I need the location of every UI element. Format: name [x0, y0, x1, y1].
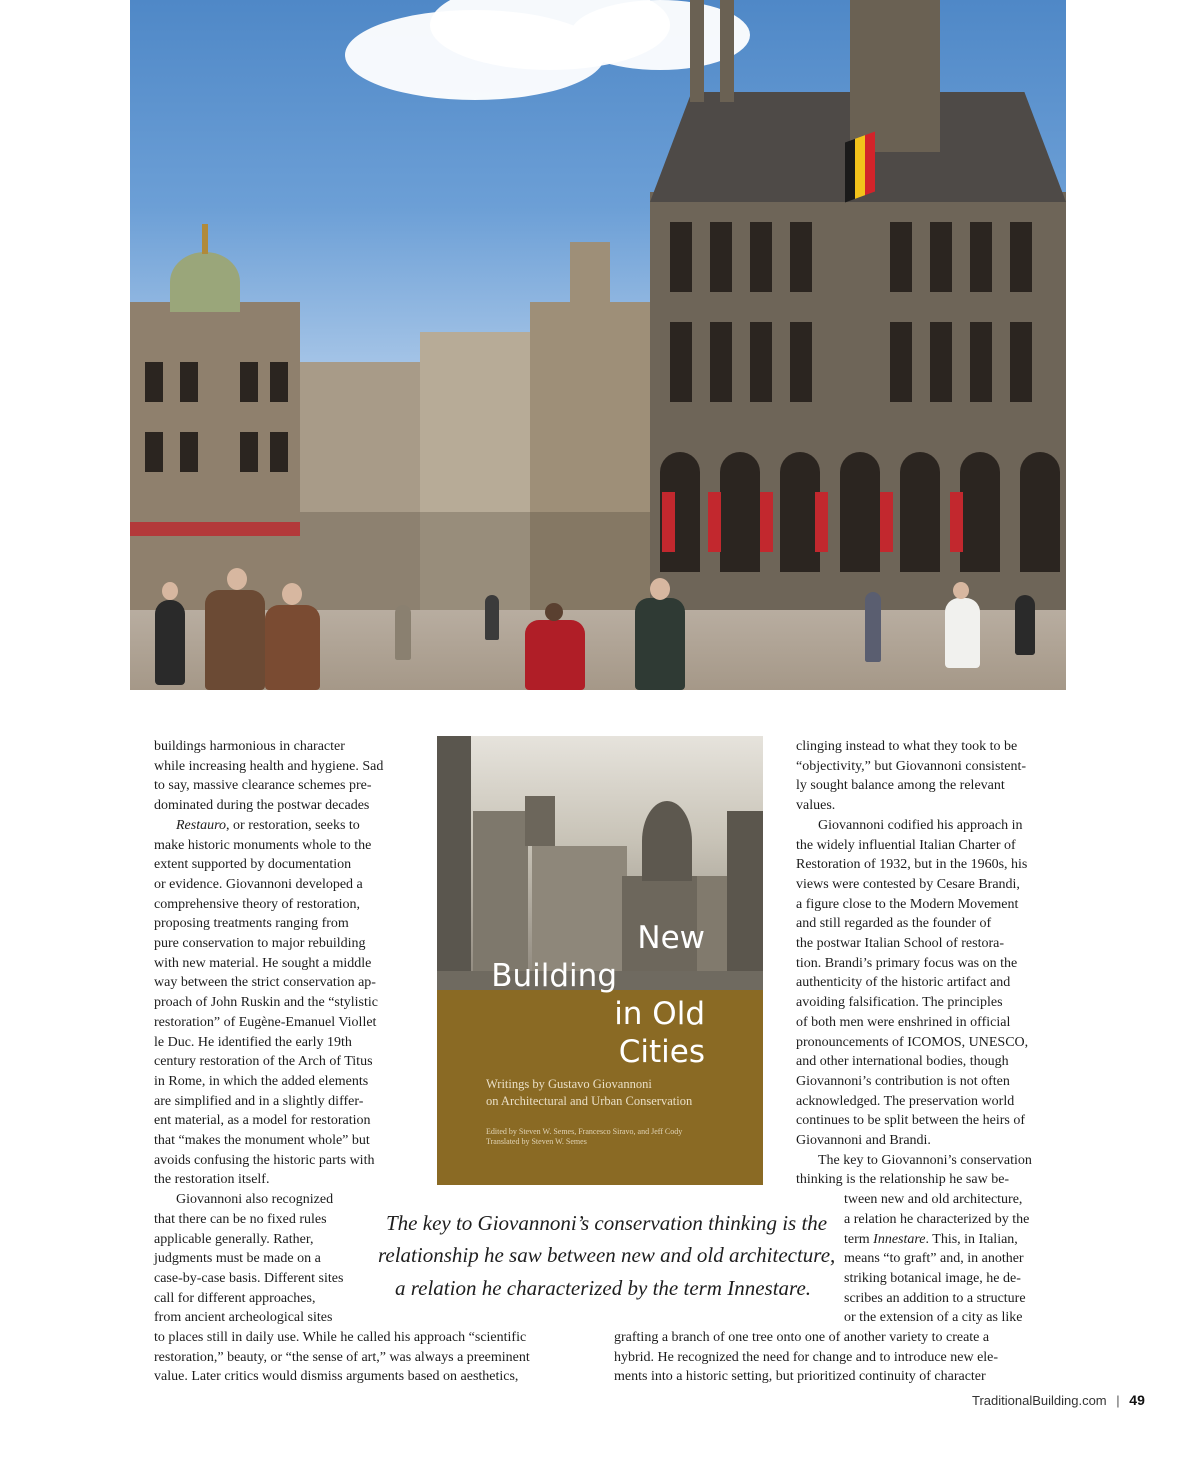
body-line: while increasing health and hygiene. Sad	[154, 758, 384, 774]
person	[635, 598, 685, 690]
body-line: thinking is the relationship he saw be-	[796, 1172, 1010, 1188]
body-line: means “to graft” and, in another	[844, 1251, 1024, 1267]
body-line: buildings harmonious in character	[154, 739, 345, 754]
person	[155, 600, 185, 685]
body-line: restoration,” beauty, or “the sense of art,” was always a preeminent	[154, 1349, 530, 1365]
body-line: avoiding falsification. The principles	[796, 995, 1003, 1011]
body-line: Giovannoni and Brandi.	[796, 1133, 931, 1148]
person-head	[162, 582, 178, 600]
person-head	[545, 603, 563, 621]
body-line: hybrid. He recognized the need for change and to introduce new ele-	[614, 1349, 999, 1365]
body-line: in Rome, in which the added elements	[154, 1073, 369, 1089]
book-credits-line: Translated by Steven W. Semes	[486, 1137, 587, 1146]
body-line: proach of John Ruskin and the “stylistic	[154, 995, 378, 1011]
red-banner	[880, 492, 893, 552]
body-line: that “makes the monument whole” but	[154, 1133, 370, 1148]
body-line: Giovannoni’s contribution is not often	[796, 1073, 1010, 1089]
person	[265, 605, 320, 690]
book-subtitle	[486, 1076, 746, 1110]
body-line: grafting a branch of one tree onto one of another variety to create a	[614, 1330, 990, 1345]
body-line: Giovannoni codified his approach in	[818, 817, 1023, 833]
body-line: continues to be split between the heirs of	[796, 1113, 1025, 1129]
body-line: avoids confusing the historic parts with	[154, 1152, 375, 1168]
body-line: term Innestare. This, in Italian,	[844, 1231, 1018, 1247]
red-banner	[708, 492, 721, 552]
body-line: to say, massive clearance schemes pre-	[154, 778, 372, 794]
body-line: ent material, as a model for restoration	[154, 1113, 371, 1129]
body-line: with new material. He sought a middle	[154, 955, 372, 971]
body-line: acknowledged. The preservation world	[796, 1093, 1015, 1109]
body-line: ments into a historic setting, but prioritized continuity of character	[614, 1369, 986, 1385]
person-head	[650, 578, 670, 600]
body-line: way between the strict conservation ap-	[154, 975, 376, 991]
body-line: or the extension of a city as like	[844, 1310, 1023, 1326]
body-line: views were contested by Cesare Brandi,	[796, 876, 1020, 892]
body-line: that there can be no fixed rules	[154, 1211, 327, 1227]
innestare-term: Innestare	[873, 1231, 926, 1247]
red-banner	[950, 492, 963, 552]
body-line: ly sought balance among the relevant	[796, 778, 1005, 794]
red-banner	[662, 492, 675, 552]
body-line: are simplified and in a slightly differ-	[154, 1093, 364, 1109]
body-line: and still regarded as the founder of	[796, 916, 992, 932]
pull-quote-line: a relation he characterized by the term Innestare.	[395, 1276, 812, 1300]
body-line: make historic monuments whole to the	[154, 837, 372, 853]
body-line: pure conservation to major rebuilding	[154, 936, 366, 951]
body-line: pronouncements of ICOMOS, UNESCO,	[796, 1034, 1029, 1050]
body-line: to places still in daily use. While he called his approach “scientific	[154, 1330, 527, 1345]
red-banner	[815, 492, 828, 552]
body-line: Giovannoni also recognized	[176, 1192, 334, 1208]
person-head	[227, 568, 247, 590]
book-title-line: Cities	[618, 1034, 705, 1070]
body-line: tween new and old architecture,	[844, 1192, 1023, 1208]
grand-place-photo	[130, 0, 1066, 690]
body-line: scribes an addition to a structure	[844, 1290, 1026, 1306]
body-line: the postwar Italian School of restora-	[796, 936, 1004, 951]
person	[205, 590, 265, 690]
red-banner	[760, 492, 773, 552]
site-name: TraditionalBuilding.com	[972, 1393, 1107, 1408]
body-line: and other international bodies, though	[796, 1054, 1009, 1070]
body-line: or evidence. Giovannoni developed a	[154, 876, 363, 892]
person	[865, 592, 881, 662]
body-line: le Duc. He identified the early 19th	[154, 1034, 352, 1050]
body-line: comprehensive theory of restoration,	[154, 896, 361, 912]
footer-separator: |	[1116, 1393, 1120, 1408]
body-line: value. Later critics would dismiss arguments based on aesthetics,	[154, 1369, 519, 1385]
body-line: call for different approaches,	[154, 1290, 316, 1306]
body-line: of both men were enshrined in official	[796, 1014, 1011, 1030]
book-subtitle-line: on Architectural and Urban Conservation	[486, 1094, 693, 1108]
body-line: authenticity of the historic artifact and	[796, 975, 1011, 991]
page-number: 49	[1129, 1392, 1145, 1408]
body-line: The key to Giovannoni’s conservation	[818, 1152, 1032, 1168]
person	[525, 620, 585, 690]
body-line: dominated during the postwar decades	[154, 798, 370, 814]
body-line: a relation he characterized by the	[844, 1211, 1030, 1227]
body-line: the restoration itself.	[154, 1172, 270, 1188]
body-line: case-by-case basis. Different sites	[154, 1270, 344, 1286]
person	[1015, 595, 1035, 655]
person-head	[282, 583, 302, 605]
book-cover-photo	[437, 736, 763, 990]
body-line: Restauro, or restoration, seeks to	[176, 817, 360, 833]
body-line: values.	[796, 798, 836, 814]
body-line: a figure close to the Modern Movement	[796, 896, 1019, 912]
belgian-flag	[845, 132, 875, 203]
body-line: proposing treatments ranging from	[154, 916, 349, 932]
body-line: restoration” of Eugène-Emanuel Viollet	[154, 1014, 377, 1030]
book-title-line: Building	[491, 958, 617, 994]
book-credits-line: Edited by Steven W. Semes, Francesco Siravo, and Jeff Cody	[486, 1127, 683, 1136]
body-line: striking botanical image, he de-	[844, 1270, 1021, 1286]
book-title-line: in Old	[614, 996, 705, 1032]
body-line: clinging instead to what they took to be	[796, 739, 1018, 754]
domed-building	[130, 302, 300, 632]
body-line: Restoration of 1932, but in the 1960s, his	[796, 857, 1028, 873]
book-title-line: New	[637, 920, 705, 956]
body-line: tion. Brandi’s primary focus was on the	[796, 955, 1018, 971]
body-line: century restoration of the Arch of Titus	[154, 1054, 373, 1070]
book-credits	[486, 1127, 746, 1147]
body-line: “objectivity,” but Giovannoni consistent-	[796, 758, 1027, 774]
pull-quote-line: The key to Giovannoni’s conservation thinking is the	[386, 1211, 828, 1235]
body-line: applicable generally. Rather,	[154, 1231, 314, 1247]
body-line: from ancient archeological sites	[154, 1310, 333, 1326]
pull-quote-line: relationship he saw between new and old architecture,	[378, 1243, 836, 1267]
body-line: judgments must be made on a	[154, 1251, 321, 1267]
book-cover	[437, 736, 763, 1185]
person	[485, 595, 499, 640]
restauro-term: Restauro	[176, 817, 227, 833]
body-line: extent supported by documentation	[154, 857, 352, 873]
body-line: the widely influential Italian Charter of	[796, 837, 1016, 853]
person-head	[953, 582, 969, 599]
person	[395, 605, 411, 660]
page-footer	[972, 1390, 1145, 1410]
book-subtitle-line: Writings by Gustavo Giovannoni	[486, 1077, 652, 1091]
maison-du-roi	[650, 192, 1066, 632]
person	[945, 598, 980, 668]
